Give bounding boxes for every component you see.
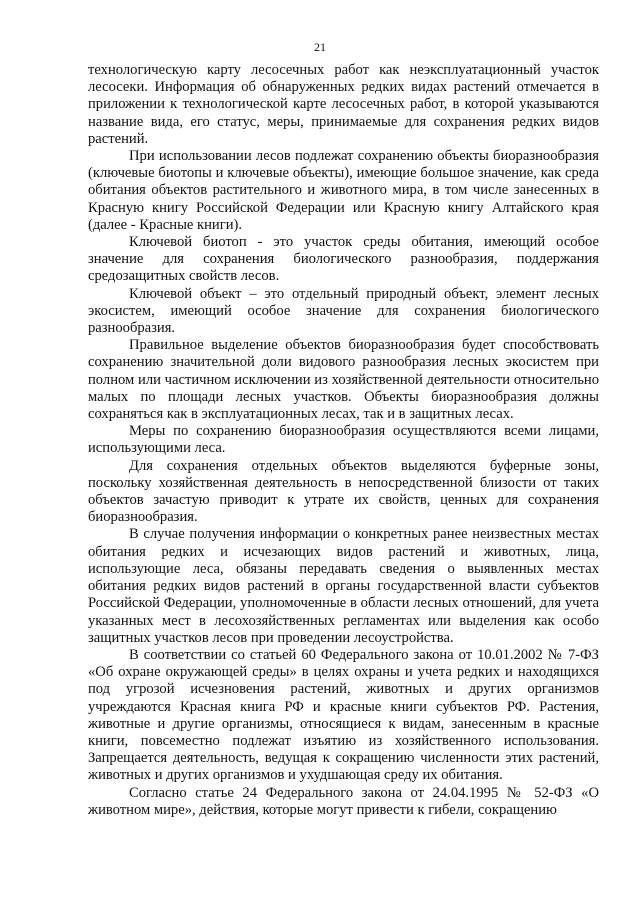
paragraph-5: Правильное выделение объектов биоразнообразия будет способствовать сохранению значительной доли видового разнообразия лесных экосистем при полном или частичном исключении из хозяйственной деятельности относительно малых по площади лесных участков. Объекты биоразнообразия должны сохраняться как в эксплуатационных лесах, так и в защитных лесах. <box>88 337 599 423</box>
document-body <box>88 62 599 819</box>
paragraph-8: В случае получения информации о конкретных ранее неизвестных местах обитания редких и исчезающих видов растений и животных, лица, использующие леса, обязаны передавать сведения о выявленных местах обитания редких видов растений в органы государственной власти субъектов Российской Федерации, уполномоченные в области лесных отношений, для учета указанных мест в лесохозяйственных регламентах или выделения как особо защитных участков лесов при проведении лесоустройства. <box>88 526 599 646</box>
paragraph-9: В соответствии со статьей 60 Федерального закона от 10.01.2002 № 7-ФЗ «Об охране окружающей среды» в целях охраны и учета редких и находящихся под угрозой исчезновения растений, животных и других организмов учреждаются Красная книга РФ и красные книги субъектов РФ. Растения, животные и другие организмы, относящиеся к видам, занесенным в красные книги, повсеместно подлежат изъятию из хозяйственного использования. Запрещается деятельность, ведущая к сокращению численности этих растений, животных и других организмов и ухудшающая среду их обитания. <box>88 646 599 784</box>
paragraph-1: технологическую карту лесосечных работ как неэксплуатационный участок лесосеки. Информация об обнаруженных редких видах растений отмечается в приложении к технологической карте лесосечных работ, в которой указываются название вида, его статус, меры, принимаемые для сохранения редких видов растений. <box>88 62 599 147</box>
page-number: 21 <box>314 40 326 54</box>
paragraph-2: При использовании лесов подлежат сохранению объекты биоразнообразия (ключевые биотопы и ключевые объекты), имеющие большое значение, как среда обитания объектов растительного и животного мира, в том числе занесенных в Красную книгу Российской Федерации или Красную книгу Алтайского края (далее - Красные книги). <box>88 148 599 233</box>
paragraph-4: Ключевой объект – это отдельный природный объект, элемент лесных экосистем, имеющий особое значение для сохранения биологического разнообразия. <box>88 285 599 337</box>
paragraph-7: Для сохранения отдельных объектов выделяются буферные зоны, поскольку хозяйственная деятельность в непосредственной близости от таких объектов зачастую приводит к утрате их свойств, ценных для сохранения биоразнообразия. <box>88 457 599 526</box>
paragraph-3: Ключевой биотоп - это участок среды обитания, имеющий особое значение для сохранения биологического разнообразия, поддержания средозащитных свойств лесов. <box>88 234 599 285</box>
paragraph-6: Меры по сохранению биоразнообразия осуществляются всеми лицами, использующими леса. <box>88 423 599 457</box>
paragraph-10: Согласно статье 24 Федерального закона от 24.04.1995 № 52-ФЗ «О животном мире», действия, которые могут привести к гибели, сокращению <box>88 784 599 818</box>
